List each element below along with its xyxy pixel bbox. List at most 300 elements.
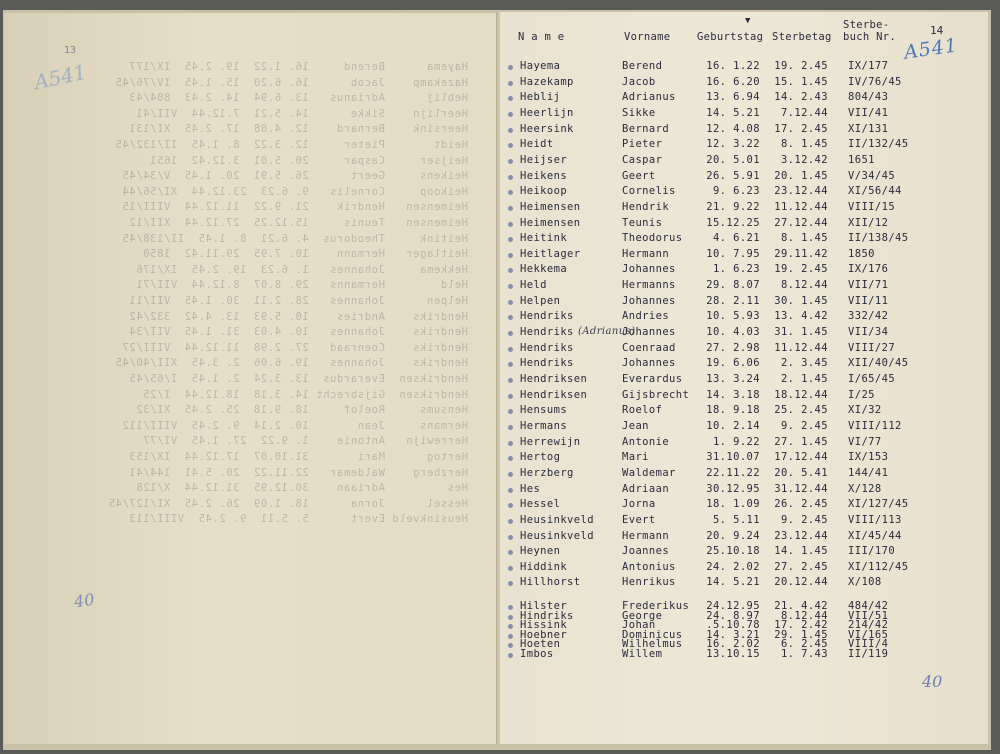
row-bullet [508,222,513,227]
cell-first-name: Jacob [622,75,656,88]
row-bullet [508,519,513,524]
cell-name: Hertog [520,451,561,464]
cell-first-name: Gijsbrecht [622,388,690,401]
ghost-row: Heusinkveld Evert 5. 5.11 9. 2.45 VIII/113 [128,513,468,526]
cell-death-date: 11.12.44 [774,341,828,354]
row-bullet [508,315,513,320]
row-bullet [508,472,513,477]
cell-death-date: 17.12.44 [774,451,828,464]
cell-death-date: 6. 2.45 [780,638,828,651]
cell-death-date: 20.12.44 [774,576,828,589]
table-row [508,420,978,434]
ghost-row: Heikoop Cornelis 9. 6.23 23.12.44 XI/56/44 [121,185,468,198]
table-row [508,60,978,74]
cell-birth-date: 16. 1.22 [706,60,760,72]
table-row [508,451,978,465]
cell-birth-date: 13. 6.94 [706,91,760,104]
row-bullet [508,237,513,242]
ghost-row: Hensums Roelof 18. 9.18 25. 2.45 XI/32 [135,404,468,417]
cell-birth-date: 20. 9.24 [706,529,760,542]
cell-birth-date: 1. 6.23 [712,263,760,276]
table-row [508,76,978,90]
ghost-row: Herzberg Waldemar 22.11.22 20. 5.41 144/41 [128,466,468,479]
table-row [508,404,978,418]
cell-book-number: VIII/15 [848,200,896,213]
ghost-row: Hermans Jean 10. 2.14 9. 2.45 VIII/112 [121,419,468,432]
cell-book-number: II/119 [848,648,889,660]
cell-birth-date: 18. 9.18 [706,404,760,417]
cell-birth-date: 5. 5.11 [712,513,760,526]
cell-book-number: X/128 [848,482,882,495]
cell-death-date: 3.12.42 [780,153,828,166]
table-row [508,467,978,481]
cell-first-name: Pieter [622,138,663,151]
table-row [508,514,978,528]
cell-death-date: 23.12.44 [774,529,828,542]
row-bullet [508,488,513,493]
cell-name: Herzberg [520,466,574,479]
ghost-row: Hazekamp Jacob 16. 6.20 15. 1.45 IV/76/45 [115,76,468,89]
cell-first-name: Theodorus [622,232,683,245]
cell-book-number: VII/34 [848,326,889,339]
cell-death-date: 7.12.44 [780,106,828,119]
cell-name: Hendriks [520,310,574,323]
left-pencil-note: 40 [72,589,96,612]
row-bullet [508,268,513,273]
cell-birth-date: 27. 2.98 [706,341,760,354]
table-row [508,436,978,450]
cell-first-name: Hermanns [622,279,676,292]
table-row [508,170,978,184]
cell-death-date: 17. 2.45 [774,122,828,135]
ghost-row: Heikens Geert 26. 5.91 20. 1.45 V/34/45 [121,170,468,183]
cell-first-name: Mari [622,451,649,464]
cell-birth-date: 12. 3.22 [706,138,760,151]
table-row [508,498,978,512]
cell-name: Heimensen [520,216,581,229]
cell-death-date: 27. 1.45 [774,435,828,448]
table-row [508,357,978,371]
cell-death-date: 27.12.44 [774,216,828,229]
row-bullet [508,503,513,508]
ghost-row: Heijser Caspar 20. 5.01 3.12.42 1651 [149,154,468,167]
cell-book-number: VIII/113 [848,513,902,526]
cell-name: Heitlager [520,247,581,260]
row-bullet [508,535,513,540]
cell-name: Hillhorst [520,576,581,589]
header-death: Sterbetag [772,31,832,43]
table-row [508,326,978,340]
cell-first-name: Andries [622,310,670,323]
cell-death-date: 13. 4.42 [774,310,828,323]
cell-first-name: Frederikus [622,600,690,612]
header-book-line2: buch Nr. [843,31,896,43]
cell-death-date: 30. 1.45 [774,294,828,307]
row-bullet [508,409,513,414]
cell-death-date: 1. 7.43 [780,648,828,660]
cell-book-number: VIII/27 [848,341,896,354]
cell-name: Hendriks [520,326,574,339]
cell-book-number: II/132/45 [848,138,909,151]
cell-birth-date: 14. 5.21 [706,106,760,119]
cell-book-number: XII/12 [848,216,889,229]
cell-book-number: VII/71 [848,279,889,292]
cell-book-number: XI/127/45 [848,498,909,511]
cell-death-date: 29.11.42 [774,247,828,260]
ghost-row: Heitink Theodorus 4. 6.21 8. 1.45 II/138/45 [121,232,468,245]
header-birth: Geburtstag [697,31,764,43]
table-row [508,576,978,590]
cell-name: Hilster [520,600,568,612]
cell-death-date: 18.12.44 [774,388,828,401]
cell-name: Hermans [520,419,568,432]
cell-first-name: Caspar [622,153,663,166]
cell-name: Hensums [520,404,568,417]
table-row [508,561,978,575]
cell-death-date: 23.12.44 [774,185,828,198]
archive-stamp: A541 [902,34,960,64]
cell-first-name: Cornelis [622,185,676,198]
cell-name: Hes [520,482,541,495]
cell-book-number: XI/45/44 [848,529,902,542]
cell-name: Heblij [520,91,561,104]
ghost-row: Hendriksen Gijsbrecht 14. 3.18 18.12.44 I/25 [142,388,468,401]
cell-book-number: 804/43 [848,91,889,104]
table-row [508,248,978,262]
cell-death-date: 15. 1.45 [774,75,828,88]
cell-name: Heerlijn [520,106,574,119]
row-bullet [508,653,513,658]
table-row [508,217,978,231]
table-row [508,154,978,168]
ghost-row: Held Hermanns 29. 8.07 8.12.44 VII/71 [135,279,468,292]
cell-first-name: Everardus [622,373,683,385]
cell-book-number: VI/165 [848,628,889,641]
cell-first-name: Johannes [622,263,676,276]
cell-name: Hendriks [520,357,574,370]
cell-name: Hindriks [520,609,574,622]
cell-book-number: IX/153 [848,451,889,464]
ghost-row: Hessel Jorna 18. 1.09 26. 2.45 XI/127/45 [108,497,468,510]
cell-death-date: 20. 5.41 [774,466,828,479]
cell-birth-date: 19. 6.06 [706,357,760,370]
cell-first-name: Willem [622,648,663,660]
cell-first-name: Berend [622,60,663,72]
row-bullet [508,550,513,555]
ghost-row: Heblij Adrianus 13. 6.94 14. 2.43 804/43 [128,92,468,105]
cell-first-name: Antonius [622,560,676,573]
table-row [508,279,978,293]
row-bullet [508,81,513,86]
table-row [508,123,978,137]
cell-name: Hazekamp [520,75,574,88]
cell-first-name: Joannes [622,545,670,558]
row-bullet [508,441,513,446]
row-bullet [508,190,513,195]
cell-birth-date: 24. 8.97 [706,609,760,622]
cell-birth-date: 21. 9.22 [706,200,760,213]
cell-birth-date: 10. 2.14 [706,419,760,432]
ghost-row: Hekkema Johannes 1. 6.23 19. 2.45 IX/176 [135,263,468,276]
cell-birth-date: 16. 6.20 [706,75,760,88]
cell-name: Hessel [520,498,561,511]
row-bullet [508,566,513,571]
cell-first-name: Dominicus [622,628,683,641]
cell-first-name: Coenraad [622,341,676,354]
cell-book-number: I/65/45 [848,373,896,385]
cell-first-name: Evert [622,513,656,526]
cell-death-date: 20. 1.45 [774,169,828,182]
cell-death-date: 26. 2.45 [774,498,828,511]
cell-name: Heynen [520,545,561,558]
cell-birth-date: 4. 6.21 [712,232,760,245]
cell-book-number: 1850 [848,247,875,260]
ghost-row: Hendriksen Everardus 13. 3.24 2. 1.45 I/65/45 [128,373,468,385]
cell-first-name: Wilhelmus [622,638,683,651]
cell-first-name: Jean [622,419,649,432]
table-row [508,373,978,387]
pencil-note: 40 [922,672,943,691]
cell-death-date: 14. 2.43 [774,91,828,104]
cell-birth-date: 24.12.95 [706,600,760,612]
row-bullet [508,175,513,180]
cell-birth-date: 26. 5.91 [706,169,760,182]
cell-first-name: Johan [622,619,656,632]
cell-first-name: Johannes [622,294,676,307]
cell-birth-date: 10. 5.93 [706,310,760,323]
row-bullet [508,394,513,399]
cell-book-number: 214/42 [848,619,889,632]
cell-first-name: Bernard [622,122,670,135]
cell-book-number: 332/42 [848,310,889,323]
table-row [508,648,978,662]
cell-birth-date: 14. 3.21 [706,628,760,641]
cell-name: Hendriksen [520,388,588,401]
cell-first-name: Henrikus [622,576,676,589]
row-bullet [508,362,513,367]
ghost-row: Heersink Bernard 12. 4.08 17. 2.45 XI/131 [128,123,468,136]
cell-birth-date: 12. 4.08 [706,122,760,135]
ghost-row: Hendriks Johannes 10. 4.03 31. 1.45 VII/34 [128,326,468,339]
ghost-row: Heerlijn Sikke 14. 5.21 7.12.44 VII/41 [135,107,468,120]
cell-book-number: VII/51 [848,609,889,622]
row-bullet [508,253,513,258]
cell-book-number: 144/41 [848,466,889,479]
cell-first-name: Hendrik [622,200,670,213]
cell-book-number: III/170 [848,545,896,558]
cell-book-number: XII/40/45 [848,357,909,370]
cell-name: Hiddink [520,560,568,573]
cell-first-name: Johannes [622,357,676,370]
row-bullet [508,128,513,133]
row-bullet [508,456,513,461]
table-row [508,263,978,277]
cell-name: Heimensen [520,200,581,213]
table-row [508,310,978,324]
cell-name: Heitink [520,232,568,245]
cell-book-number: XI/32 [848,404,882,417]
cell-birth-date: .5.10.78 [706,619,760,632]
cell-death-date: 27. 2.45 [774,560,828,573]
cell-birth-date: 22.11.22 [706,466,760,479]
cell-name: Heusinkveld [520,529,594,542]
cell-death-date: 29. 1.45 [774,628,828,641]
cell-first-name: Jorna [622,498,656,511]
cell-death-date: 8. 1.45 [780,232,828,245]
cell-name: Helpen [520,294,561,307]
row-bullet [508,581,513,586]
cell-book-number: VIII/112 [848,419,902,432]
cell-name: Hendriksen [520,373,588,385]
cell-birth-date: 29. 8.07 [706,279,760,292]
cell-death-date: 8. 1.45 [780,138,828,151]
row-bullet [508,112,513,117]
cell-death-date: 9. 2.45 [780,419,828,432]
cell-name: Heersink [520,122,574,135]
left-page-stamp: A541 [32,59,89,95]
cell-book-number: II/138/45 [848,232,909,245]
cell-name: Herrewijn [520,435,581,448]
cell-book-number: XI/131 [848,122,889,135]
ghost-row: Hes Adriaan 30.12.95 31.12.44 X/128 [135,482,468,495]
row-bullet [508,300,513,305]
table-row [508,389,978,403]
cell-death-date: 2. 3.45 [780,357,828,370]
cell-book-number: XI/56/44 [848,185,902,198]
cell-name: Hendriks [520,341,574,354]
cell-first-name: Waldemar [622,466,676,479]
table-row [508,545,978,559]
cell-book-number: XI/112/45 [848,560,909,573]
cell-death-date: 9. 2.45 [780,513,828,526]
cell-death-date: 2. 1.45 [780,373,828,385]
cell-book-number: 484/42 [848,600,889,612]
table-row [508,232,978,246]
ghost-row: Hendriks Coenraad 27. 2.98 11.12.44 VIII/27 [121,341,468,354]
ghost-row: Hendriks Johannes 19. 6.06 2. 3.45 XII/40/45 [115,357,468,370]
cell-death-date: 19. 2.45 [774,60,828,72]
cell-death-date: 31. 1.45 [774,326,828,339]
cell-birth-date: 18. 1.09 [706,498,760,511]
row-bullet [508,143,513,148]
table-row [508,295,978,309]
cell-book-number: VII/41 [848,106,889,119]
row-bullet [508,65,513,70]
ghost-row: Heimensen Hendrik 21. 9.22 11.12.44 VIII/15 [121,201,468,214]
cell-name: Hekkema [520,263,568,276]
cell-book-number: X/108 [848,576,882,589]
cell-name: Hayema [520,60,561,72]
left-page-number: 13 [64,45,77,56]
row-bullet [508,159,513,164]
row-bullet [508,206,513,211]
cell-book-number: IX/177 [848,60,889,72]
table-row [508,91,978,105]
cell-book-number: IX/176 [848,263,889,276]
cell-first-name: Hermann [622,247,670,260]
cell-first-name: George [622,609,663,622]
cell-death-date: 31.12.44 [774,482,828,495]
cell-birth-date: 30.12.95 [706,482,760,495]
cell-birth-date: 10. 4.03 [706,326,760,339]
cell-name: Hoebner [520,628,568,641]
cell-book-number: IV/76/45 [848,75,902,88]
cell-death-date: 19. 2.45 [774,263,828,276]
left-page [4,13,499,744]
cell-birth-date: 14. 5.21 [706,576,760,589]
cell-name: Held [520,279,547,292]
cell-book-number: VI/77 [848,435,882,448]
cell-book-number: V/34/45 [848,169,896,182]
cell-birth-date: 13. 3.24 [706,373,760,385]
row-bullet [508,347,513,352]
cell-book-number: I/25 [848,388,875,401]
cell-birth-date: 1. 9.22 [712,435,760,448]
cell-name: Heidt [520,138,554,151]
cell-name: Heusinkveld [520,513,594,526]
row-bullet [508,378,513,383]
cell-birth-date: 10. 7.95 [706,247,760,260]
cell-death-date: 8.12.44 [780,279,828,292]
cell-birth-date: 24. 2.02 [706,560,760,573]
cell-first-name: Adrianus [622,91,676,104]
cell-first-name: Sikke [622,106,656,119]
cell-book-number: VIII/4 [848,638,889,651]
cell-birth-date: 16. 2.02 [706,638,760,651]
cell-birth-date: 20. 5.01 [706,153,760,166]
cell-death-date: 17. 2.42 [774,619,828,632]
ghost-row: Heidt Pieter 12. 3.22 8. 1.45 II/132/45 [115,139,468,151]
cell-name: Heikens [520,169,568,182]
ghost-row: Helpen Johannes 28. 2.11 30. 1.45 VII/11 [128,295,468,307]
cell-first-name: Geert [622,169,656,182]
cell-birth-date: 14. 3.18 [706,388,760,401]
ghost-row: Heimensen Teunis 15.12.25 27.12.44 XII/12 [128,217,468,229]
cell-book-number: VII/11 [848,294,889,307]
header-book-line1: Sterbe- [843,19,890,31]
cell-birth-date: 28. 2.11 [706,294,760,307]
table-row [508,107,978,121]
cell-name: Hissink [520,619,568,632]
bleed-through-text [4,13,498,744]
ghost-row: Herrewijn Antonie 1. 9.22 27. 1.45 VI/77 [142,435,468,448]
cell-name: Hoeten [520,638,561,651]
ghost-row: Hendriks Andries 10. 5.93 13. 4.42 332/42 [128,310,468,323]
cell-death-date: 8.12.44 [780,609,828,622]
cell-birth-date: 13.10.15 [706,648,760,660]
table-row [508,138,978,152]
cell-first-name: Antonie [622,435,670,448]
cell-death-date: 25. 2.45 [774,404,828,417]
ghost-row: Hertog Mari 31.10.07 17.12.44 IX/153 [128,451,468,463]
cell-name: Heikoop [520,185,568,198]
table-row [508,530,978,544]
cell-name: Heijser [520,153,568,166]
cell-first-name: Johannes [622,326,676,339]
cell-book-number: 1651 [848,153,875,166]
cell-first-name: Teunis [622,216,663,229]
table-row [508,483,978,497]
cell-death-date: 21. 4.42 [774,600,828,612]
row-bullet [508,284,513,289]
cell-birth-date: 9. 6.23 [712,185,760,198]
handwritten-annotation: (Adrianus) [578,326,636,338]
row-bullet [508,96,513,101]
row-bullet [508,331,513,336]
page-number: 14 [930,24,944,37]
cell-birth-date: 31.10.07 [706,451,760,464]
cell-first-name: Hermann [622,529,670,542]
